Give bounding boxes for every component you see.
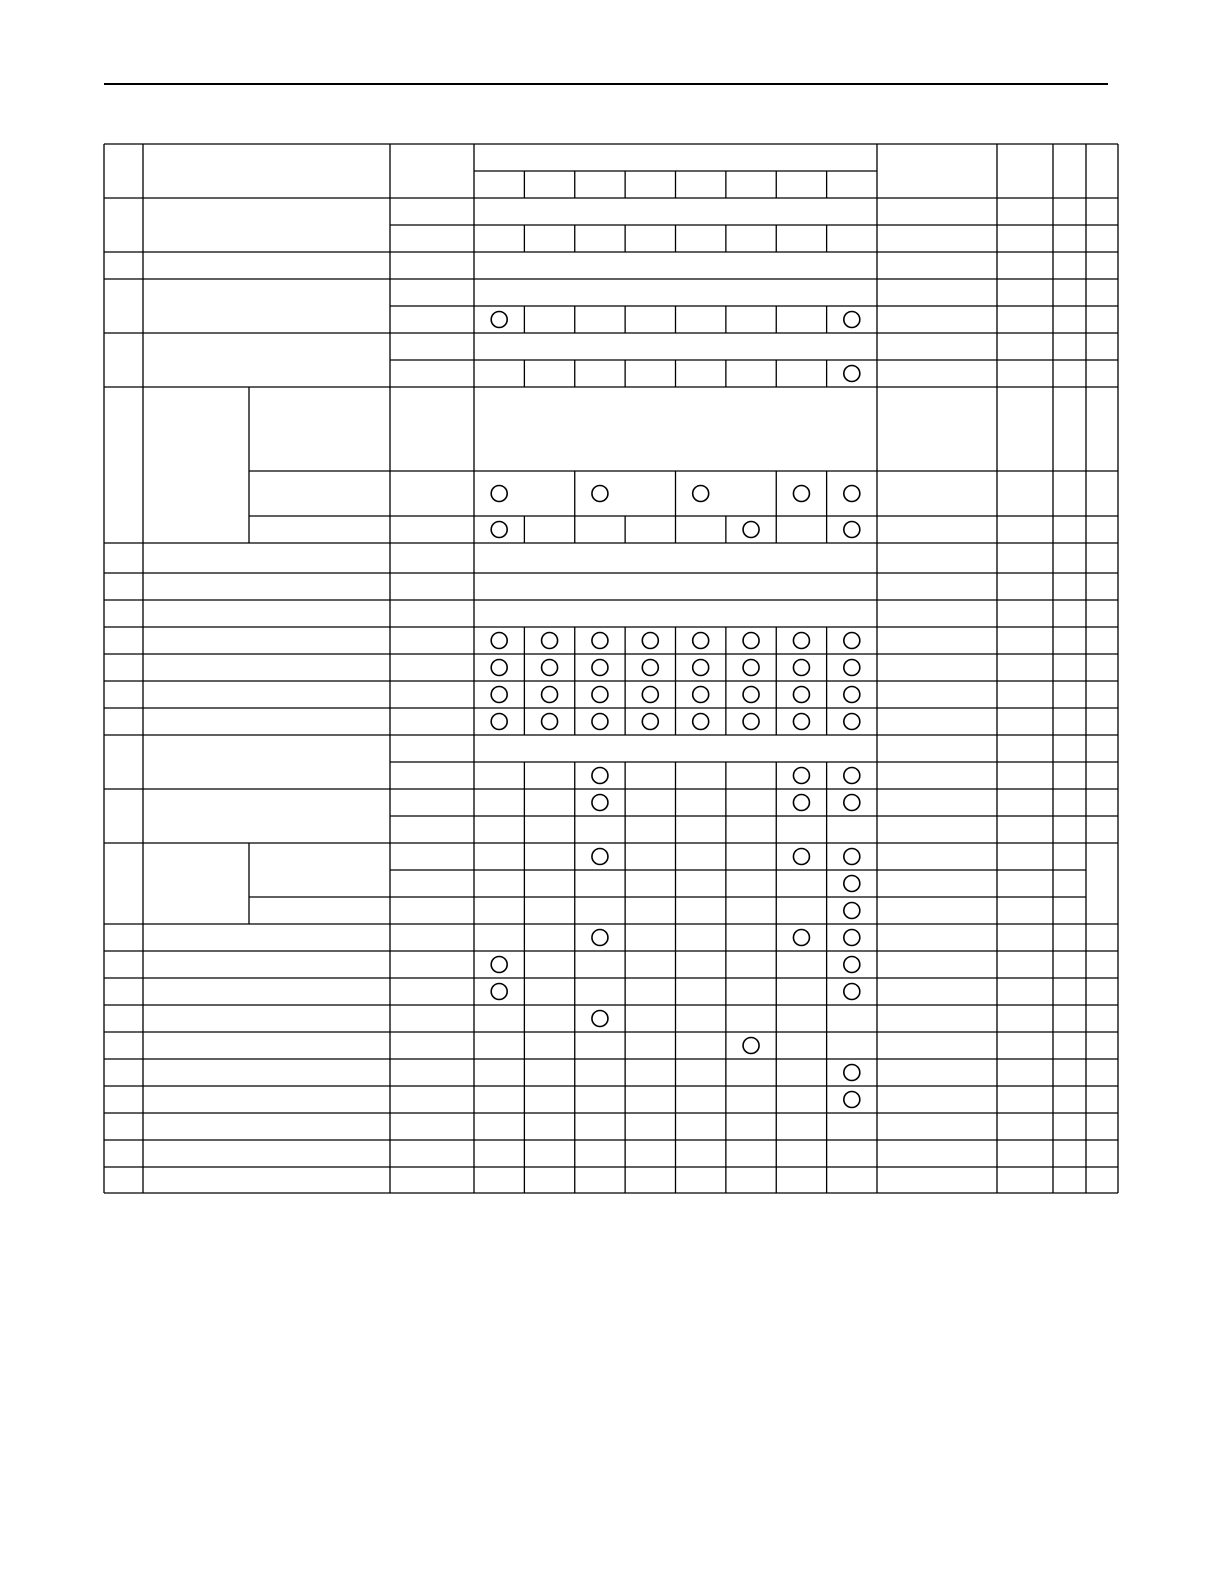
circle-mark-icon bbox=[592, 768, 608, 784]
circle-mark-icon bbox=[844, 1065, 860, 1081]
circle-mark-icon bbox=[542, 633, 558, 649]
circle-mark-icon bbox=[793, 930, 809, 946]
circle-mark-icon bbox=[592, 687, 608, 703]
circle-mark-icon bbox=[844, 903, 860, 919]
circle-mark-icon bbox=[844, 687, 860, 703]
circle-mark-icon bbox=[793, 768, 809, 784]
circle-mark-icon bbox=[793, 486, 809, 502]
circle-mark-icon bbox=[844, 522, 860, 538]
circle-mark-icon bbox=[844, 486, 860, 502]
circle-mark-icon bbox=[592, 633, 608, 649]
circle-mark-icon bbox=[844, 312, 860, 328]
circle-mark-icon bbox=[844, 714, 860, 730]
circle-mark-icon bbox=[793, 633, 809, 649]
circle-mark-icon bbox=[491, 312, 507, 328]
circle-mark-icon bbox=[642, 714, 658, 730]
circle-mark-icon bbox=[693, 687, 709, 703]
circle-mark-icon bbox=[592, 714, 608, 730]
circle-mark-icon bbox=[844, 849, 860, 865]
circle-mark-icon bbox=[693, 486, 709, 502]
circle-mark-icon bbox=[844, 957, 860, 973]
circle-mark-icon bbox=[743, 660, 759, 676]
circle-mark-icon bbox=[592, 1011, 608, 1027]
circle-mark-icon bbox=[491, 957, 507, 973]
circle-mark-icon bbox=[592, 930, 608, 946]
circle-mark-icon bbox=[491, 633, 507, 649]
circle-mark-icon bbox=[542, 660, 558, 676]
circle-mark-icon bbox=[491, 984, 507, 1000]
circle-mark-icon bbox=[642, 660, 658, 676]
circle-mark-icon bbox=[642, 633, 658, 649]
circle-mark-icon bbox=[693, 660, 709, 676]
circle-mark-icon bbox=[793, 660, 809, 676]
circle-mark-icon bbox=[642, 687, 658, 703]
circle-mark-icon bbox=[844, 366, 860, 382]
circle-mark-icon bbox=[793, 687, 809, 703]
circle-mark-icon bbox=[592, 849, 608, 865]
circle-mark-icon bbox=[743, 1038, 759, 1054]
circle-mark-icon bbox=[844, 795, 860, 811]
circle-mark-icon bbox=[542, 714, 558, 730]
circle-mark-icon bbox=[743, 633, 759, 649]
circle-mark-icon bbox=[793, 714, 809, 730]
circle-mark-icon bbox=[743, 522, 759, 538]
circle-mark-icon bbox=[491, 660, 507, 676]
circle-mark-icon bbox=[743, 714, 759, 730]
circle-mark-icon bbox=[844, 768, 860, 784]
circle-mark-icon bbox=[793, 849, 809, 865]
circle-mark-icon bbox=[844, 876, 860, 892]
circle-mark-icon bbox=[743, 687, 759, 703]
circle-mark-icon bbox=[592, 486, 608, 502]
circle-mark-icon bbox=[592, 660, 608, 676]
circle-mark-icon bbox=[491, 522, 507, 538]
circle-mark-icon bbox=[491, 687, 507, 703]
circle-mark-icon bbox=[491, 486, 507, 502]
circle-mark-icon bbox=[491, 714, 507, 730]
circle-mark-icon bbox=[844, 633, 860, 649]
circle-mark-icon bbox=[542, 687, 558, 703]
circle-mark-icon bbox=[844, 660, 860, 676]
circle-mark-icon bbox=[693, 714, 709, 730]
circle-mark-icon bbox=[793, 795, 809, 811]
circle-mark-icon bbox=[693, 633, 709, 649]
circle-mark-icon bbox=[844, 930, 860, 946]
circle-mark-icon bbox=[592, 795, 608, 811]
circle-mark-icon bbox=[844, 1092, 860, 1108]
circle-mark-icon bbox=[844, 984, 860, 1000]
